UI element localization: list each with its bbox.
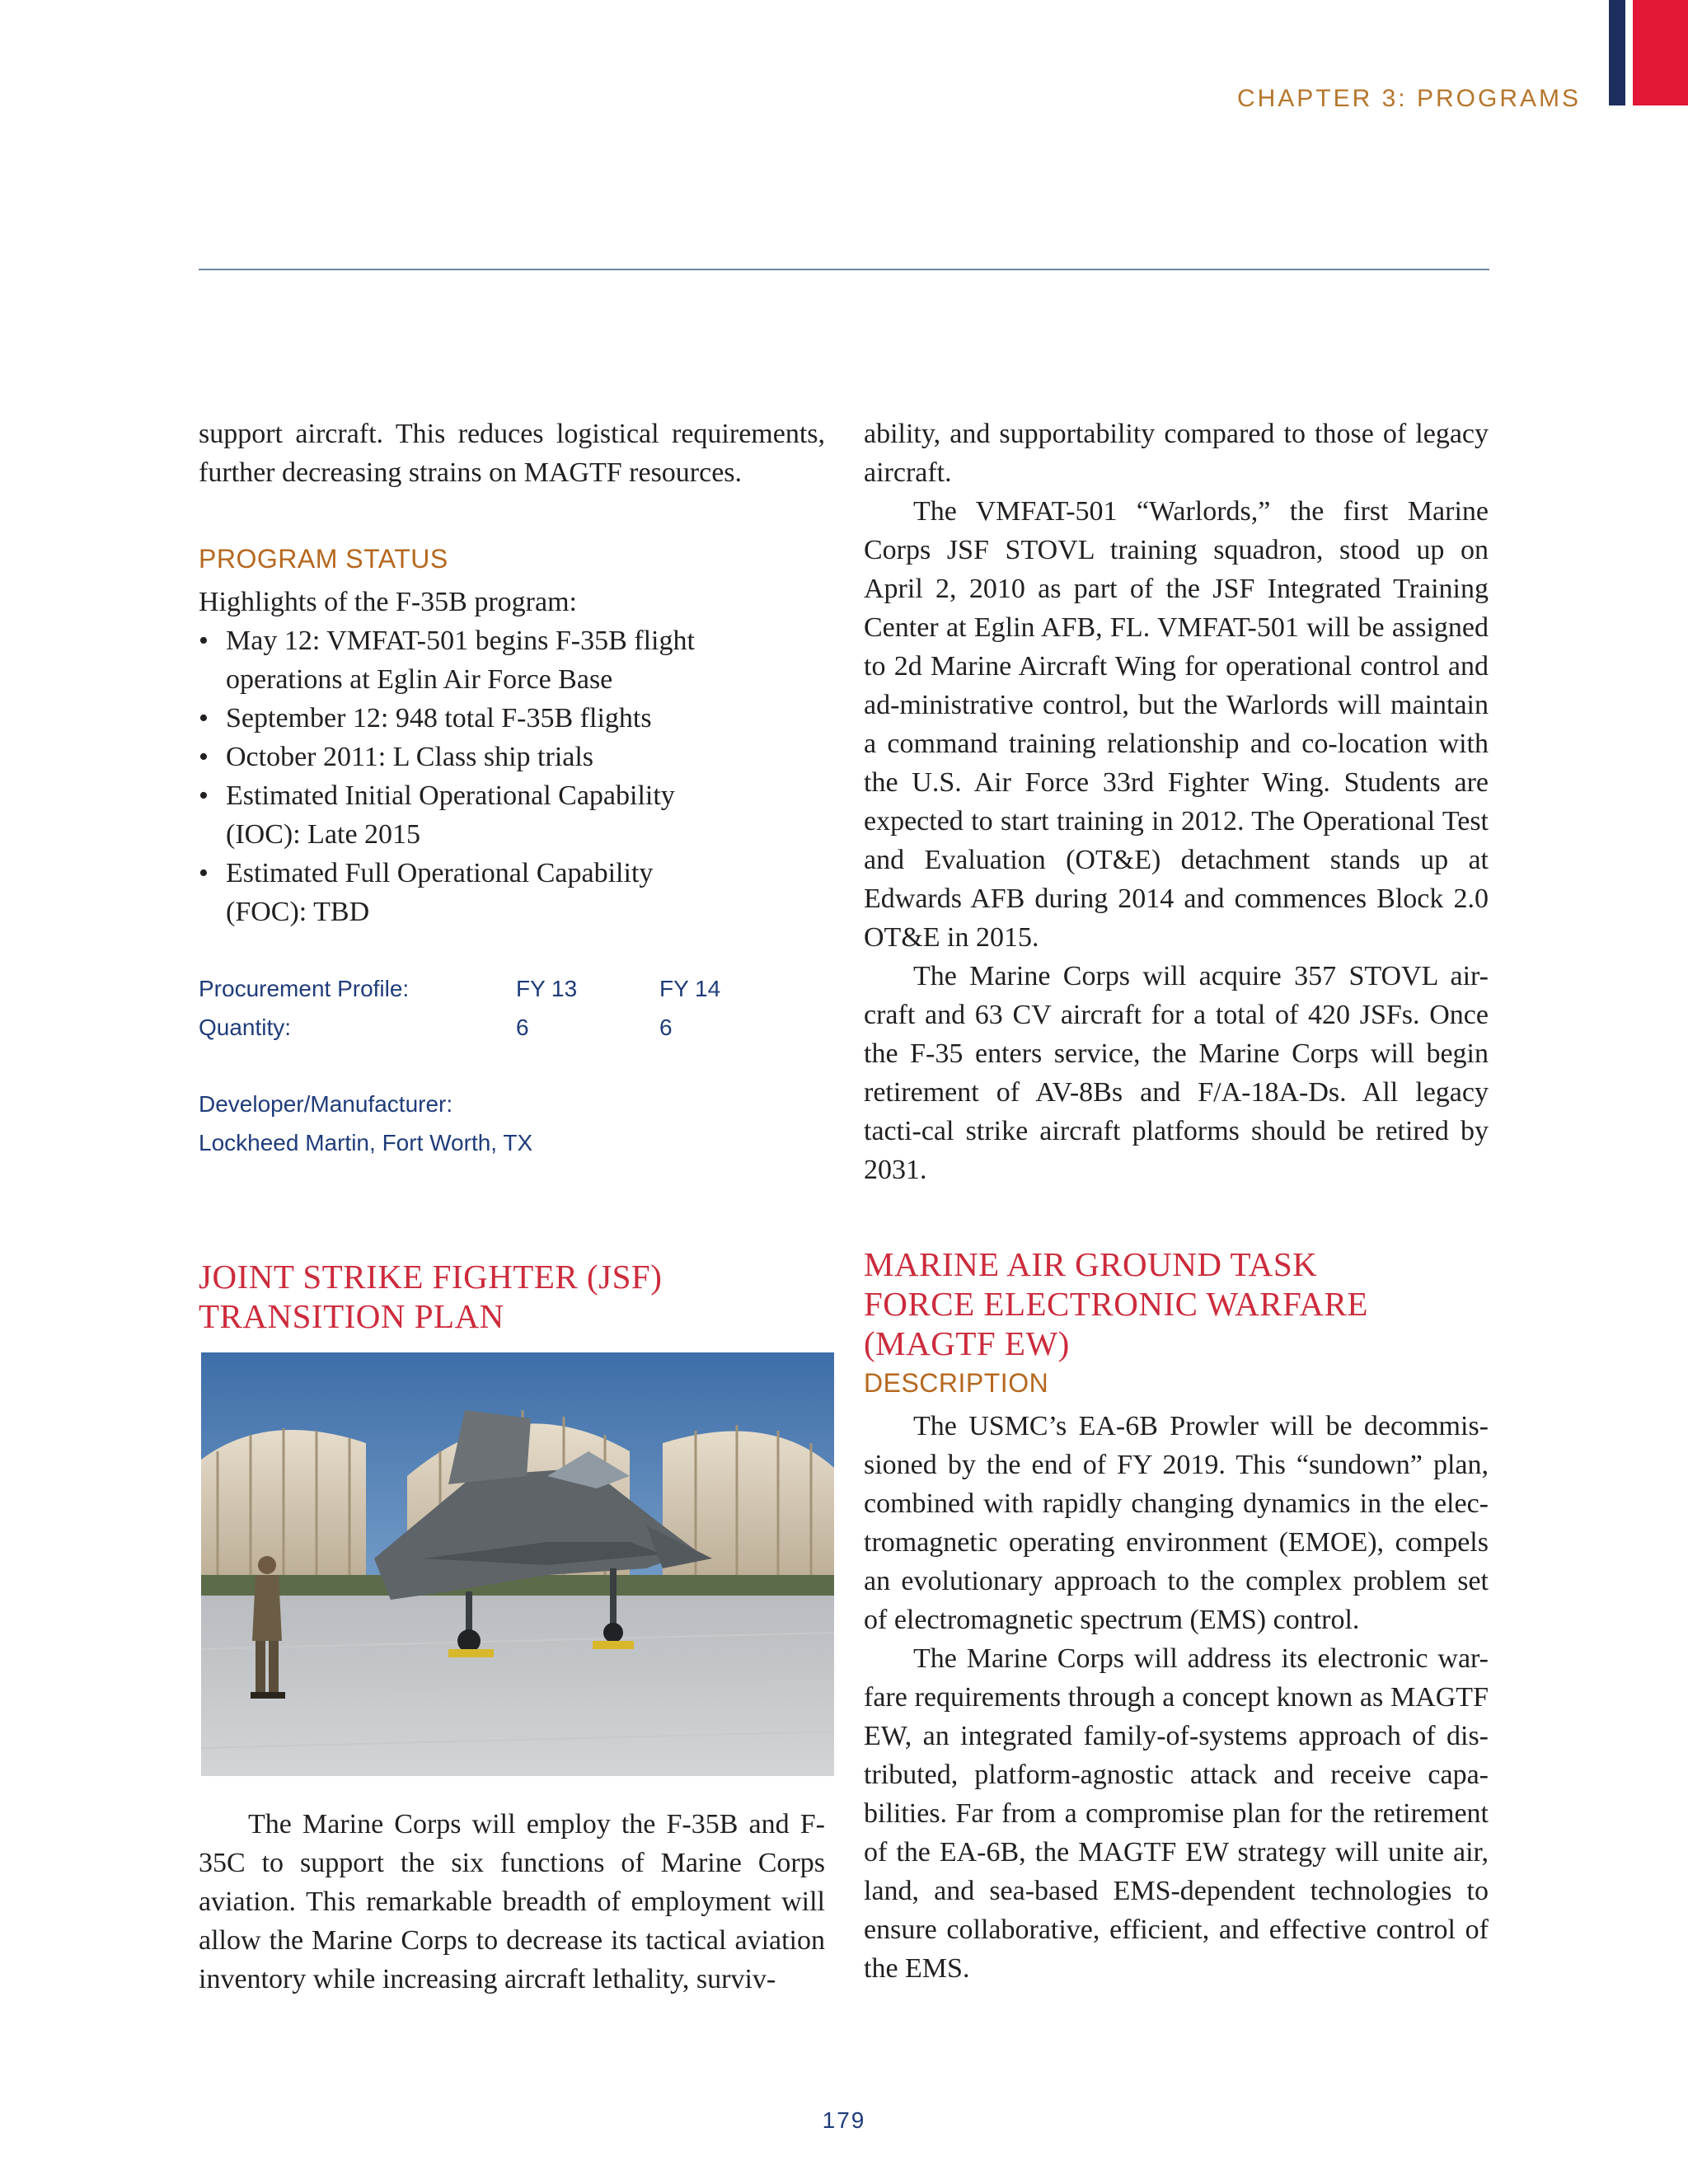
header-flag-red-stripe <box>1633 0 1688 105</box>
jsf-acquisition-paragraph: The Marine Corps will acquire 357 STOVL air-craft and 63 CV aircraft for a total of 420 JSFs. Once the F-35 enters service, the Marine Corps will begin retirement of AV-8Bs and F/A-18A-Ds. All legacy tacti-cal strike aircraft platforms should be retired by 2031. <box>864 961 1489 1185</box>
procurement-fy14-header: FY 14 <box>659 976 721 1001</box>
jsf-title-line-1: JOINT STRIKE FIGHTER (JSF) <box>199 1258 663 1296</box>
list-item: • May 12: VMFAT-501 begins F-35B flight operations at Eglin Air Force Base <box>199 621 734 699</box>
header-flag-blue-stripe <box>1609 0 1625 105</box>
program-status-heading: PROGRAM STATUS <box>199 544 448 574</box>
list-item: • September 12: 948 total F-35B flights <box>199 699 734 738</box>
program-status-lead: Highlights of the F-35B program: <box>199 587 577 617</box>
jsf-title-line-2: TRANSITION PLAN <box>199 1297 504 1335</box>
quantity-label: Quantity: <box>199 1015 292 1040</box>
jsf-transition-title <box>199 1257 825 1336</box>
magtf-title-line-3: (MAGTF EW) <box>864 1324 1070 1362</box>
list-item: • Estimated Full Operational Capability (FOC): TBD <box>199 854 734 931</box>
procurement-table <box>199 969 825 1048</box>
right-paragraph-1: ability, and supportability compared to those of legacy aircraft. <box>864 419 1489 488</box>
description-paragraph-2: The Marine Corps will address its electronic war-fare requirements through a concept known as MAGTF EW, an integrated family-of-systems approach of dis-tributed, platform-agnostic attack and receive capa-bilities. Far from a compromise plan for the retirement of the EA-6B, the MAGTF EW strategy will unite air, land, and sea-based EMS-dependent technologies to ensure collaborative, efficient, and effective control of the EMS. <box>864 1643 1489 1984</box>
description-paragraph-1: The USMC’s EA-6B Prowler will be decommis-sioned by the end of FY 2019. This “sundown” plan, combined with rapidly changing dynamics in the elec-tromagnetic operating environment (EMOE), compels an evolutionary approach to the complex problem set of electromagnetic spectrum (EMS) control. <box>864 1411 1489 1635</box>
chapter-title: CHAPTER 3: PROGRAMS <box>1236 85 1581 112</box>
description-heading: DESCRIPTION <box>864 1368 1049 1398</box>
list-item: • Estimated Initial Operational Capability (IOC): Late 2015 <box>199 776 734 854</box>
procurement-fy13-header: FY 13 <box>516 976 578 1001</box>
page-number: 179 <box>822 2107 866 2133</box>
magtf-title-line-2: FORCE ELECTRONIC WARFARE <box>864 1285 1368 1323</box>
magtf-ew-title <box>864 1244 1489 1363</box>
magtf-title-line-1: MARINE AIR GROUND TASK <box>864 1245 1318 1283</box>
developer-value: Lockheed Martin, Fort Worth, TX <box>199 1130 533 1155</box>
quantity-fy14-value: 6 <box>659 1015 673 1040</box>
warlords-paragraph: The VMFAT-501 “Warlords,” the first Marine Corps JSF STOVL training squadron, stood up on April 2, 2010 as part of the JSF Integrated Training Center at Eglin AFB, FL. VMFAT-501 will be assigned to 2d Marine Aircraft Wing for operational control and ad-ministrative control, but the Warlords will maintain a command training relationship and co-location with the U.S. Air Force 33rd Fighter Wing. Students are expected to start training in 2012. The Operational Test and Evaluation (OT&E) detachment stands up at Edwards AFB during 2014 and commences Block 2.0 OT&E in 2015. <box>864 496 1489 953</box>
header-rule <box>199 269 1489 270</box>
jsf-paragraph: The Marine Corps will employ the F-35B and F-35C to support the six functions of Marine Corps aviation. This remarkable breadth of employment will allow the Marine Corps to decrease its tactical aviation inventory while increasing aircraft lethality, surviv- <box>199 1809 825 1994</box>
procurement-profile-label: Procurement Profile: <box>199 976 410 1001</box>
f35b-flightline-photo <box>201 1352 834 1776</box>
intro-paragraph: support aircraft. This reduces logistical requirements, further decreasing strains on MAGTF resources. <box>199 419 825 488</box>
quantity-fy13-value: 6 <box>516 1015 529 1040</box>
developer-label: Developer/Manufacturer: <box>199 1091 453 1117</box>
list-item: • October 2011: L Class ship trials <box>199 738 734 776</box>
program-status-list <box>199 621 734 931</box>
